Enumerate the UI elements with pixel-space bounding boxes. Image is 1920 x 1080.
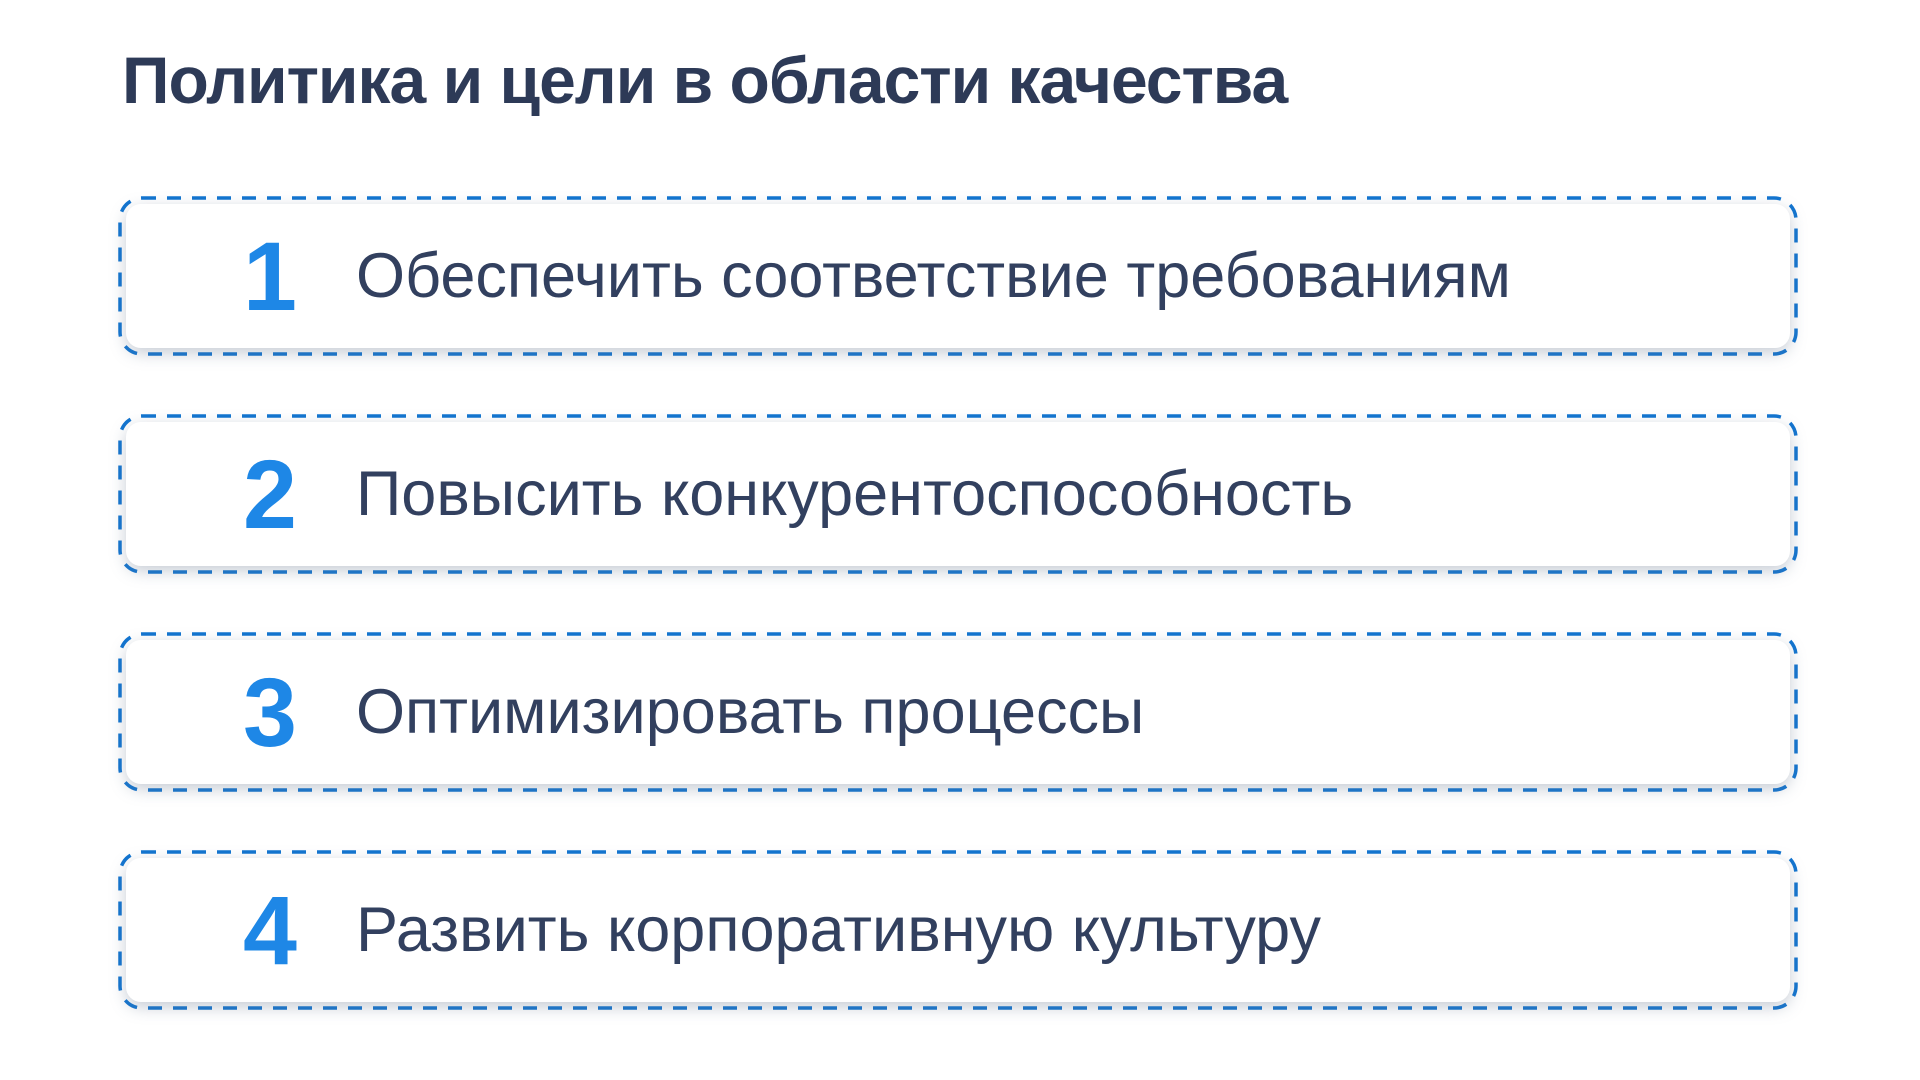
- goal-number: 2: [243, 439, 297, 549]
- goal-label: Обеспечить соответствие требованиям: [356, 241, 1511, 311]
- goal-card: [126, 422, 1790, 566]
- goal-box-2: [118, 414, 1798, 574]
- goal-box-1: [118, 196, 1798, 356]
- goal-card: [126, 640, 1790, 784]
- goal-card: [126, 858, 1790, 1002]
- goal-box-4: [118, 850, 1798, 1010]
- goal-number: 3: [243, 657, 297, 767]
- goal-number: 1: [243, 221, 297, 331]
- goal-label: Оптимизировать процессы: [356, 677, 1145, 747]
- goal-number: 4: [243, 875, 297, 985]
- page-title: Политика и цели в области качества: [122, 43, 1288, 117]
- goal-label: Развить корпоративную культуру: [356, 895, 1321, 965]
- goal-card: [126, 204, 1790, 348]
- goals-list: [118, 196, 1798, 1010]
- goal-box-3: [118, 632, 1798, 792]
- goal-label: Повысить конкурентоспособность: [356, 459, 1354, 529]
